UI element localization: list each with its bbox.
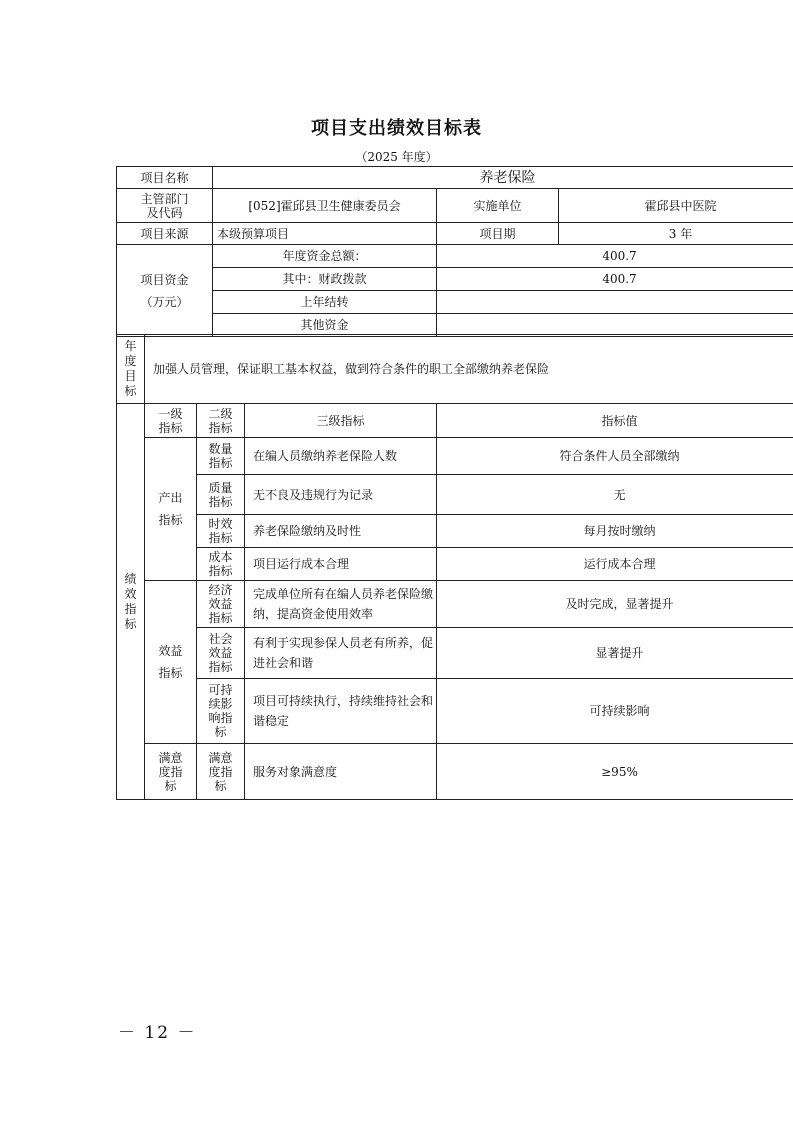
level3-cell: 在编人员缴纳养老保险人数 (245, 438, 437, 475)
header-level1: 一级指标 (145, 404, 197, 438)
value-cell: 及时完成，显著提升 (437, 581, 793, 628)
level3-cell: 完成单位所有在编人员养老保险缴纳，提高资金使用效率 (245, 581, 437, 628)
value-cell: 每月按时缴纳 (437, 515, 793, 548)
source-value: 本级预算项目 (213, 223, 437, 245)
level3-cell: 项目运行成本合理 (245, 548, 437, 581)
fund-row-value: 400.7 (437, 245, 793, 268)
fund-row-label: 上年结转 (213, 291, 437, 314)
level2-cell: 经济效益指标 (197, 581, 245, 628)
performance-table (116, 403, 793, 800)
funds-label: 项目资金（万元） (117, 245, 213, 337)
level3-cell: 无不良及违规行为记录 (245, 475, 437, 515)
level3-cell: 项目可持续执行，持续维持社会和谐稳定 (245, 679, 437, 744)
fund-row-value: 400.7 (437, 268, 793, 291)
value-cell: ≥95% (437, 744, 793, 800)
value-cell: 显著提升 (437, 628, 793, 679)
source-label: 项目来源 (117, 223, 213, 245)
group-name: 满意度指标 (145, 744, 197, 800)
fund-row-label: 其中：财政拨款 (213, 268, 437, 291)
objective-text: 加强人员管理，保证职工基本权益，做到符合条件的职工全部缴纳养老保险 (145, 335, 793, 404)
performance-label: 绩效指标 (117, 404, 145, 800)
dept-label: 主管部门及代码 (117, 189, 213, 223)
group-name: 产出指标 (145, 438, 197, 581)
dept-value: [052]霍邱县卫生健康委员会 (213, 189, 437, 223)
level2-cell: 成本指标 (197, 548, 245, 581)
fund-row-value (437, 291, 793, 314)
page-title: 项目支出绩效目标表 (311, 118, 482, 139)
objective-table (116, 334, 793, 404)
fund-row-label: 其他资金 (213, 314, 437, 337)
level2-cell: 数量指标 (197, 438, 245, 475)
value-cell: 无 (437, 475, 793, 515)
impl-label: 实施单位 (437, 189, 559, 223)
fiscal-year: （2025 年度） (355, 150, 438, 164)
project-name-label: 项目名称 (117, 167, 213, 189)
header-level2: 二级指标 (197, 404, 245, 438)
level2-cell: 满意度指标 (197, 744, 245, 800)
project-info-table (116, 166, 793, 337)
impl-value: 霍邱县中医院 (559, 189, 793, 223)
objective-label: 年度目标 (117, 335, 145, 404)
header-value: 指标值 (437, 404, 793, 438)
value-cell: 运行成本合理 (437, 548, 793, 581)
header-level3: 三级指标 (245, 404, 437, 438)
project-name-value: 养老保险 (213, 167, 793, 189)
level3-cell: 有利于实现参保人员老有所养，促进社会和谐 (245, 628, 437, 679)
value-cell: 符合条件人员全部缴纳 (437, 438, 793, 475)
level2-cell: 质量指标 (197, 475, 245, 515)
level3-cell: 服务对象满意度 (245, 744, 437, 800)
fund-row-label: 年度资金总额： (213, 245, 437, 268)
level2-cell: 可持续影响指标 (197, 679, 245, 744)
group-name: 效益指标 (145, 581, 197, 744)
level2-cell: 时效指标 (197, 515, 245, 548)
period-value: 3 年 (559, 223, 793, 245)
level2-cell: 社会效益指标 (197, 628, 245, 679)
period-label: 项目期 (437, 223, 559, 245)
page-number: － 12 － (118, 1023, 197, 1043)
value-cell: 可持续影响 (437, 679, 793, 744)
level3-cell: 养老保险缴纳及时性 (245, 515, 437, 548)
